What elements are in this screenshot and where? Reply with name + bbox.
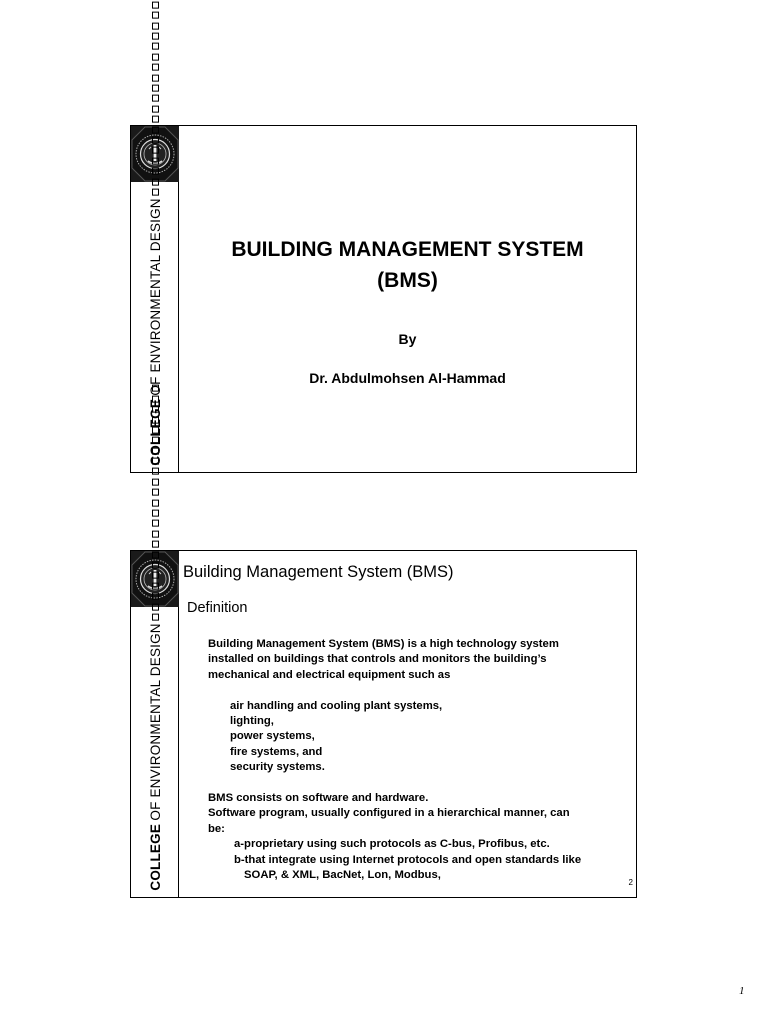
by-label: By [398,331,417,347]
college-word: COLLEGE [147,399,163,466]
software-line: be: [208,822,225,835]
option-b-line-2: SOAP, & XML, BacNet, Lon, Modbus, [244,869,441,882]
system-item: fire systems, and [230,745,323,758]
arabic-placeholder-glyphs [152,385,159,621]
page-number: 1 [739,985,745,997]
slide-number: 2 [628,878,633,887]
system-item: security systems. [230,761,325,774]
intro-line: Building Management System (BMS) is a high technology system [208,638,559,650]
consists-line: BMS consists on software and hardware. [208,792,429,805]
college-vertical-label [136,385,174,891]
intro-line: installed on buildings that controls and monitors the building’s [208,653,547,666]
slide-1 [130,125,637,473]
option-a: a-proprietary using such protocols as C-bus, Profibus, etc. [234,838,550,851]
system-item: lighting, [230,715,274,728]
college-rest: OF ENVIRONMENTAL DESIGN [147,198,163,397]
college-word: COLLEGE [147,824,163,891]
intro-line: mechanical and electrical equipment such as [208,668,451,681]
college-rest: OF ENVIRONMENTAL DESIGN [147,623,163,822]
slide-2 [130,550,637,898]
option-b-line-1: b-that integrate using Internet protocols and open standards like [234,853,582,866]
title-line-2: (BMS) [377,269,438,292]
definition-body [208,637,628,883]
slide-sidebar [131,551,179,897]
system-item: power systems, [230,730,315,743]
system-item: air handling and cooling plant systems, [230,699,443,712]
definition-heading: Definition [187,600,248,616]
slide-title [179,234,636,296]
software-line: Software program, usually configured in a hierarchical manner, can [208,807,570,820]
slide-title: Building Management System (BMS) [183,563,454,581]
arabic-placeholder-glyphs [152,0,159,196]
title-line-1: BUILDING MANAGEMENT SYSTEM [231,238,584,261]
author-name: Dr. Abdulmohsen Al-Hammad [309,370,506,386]
